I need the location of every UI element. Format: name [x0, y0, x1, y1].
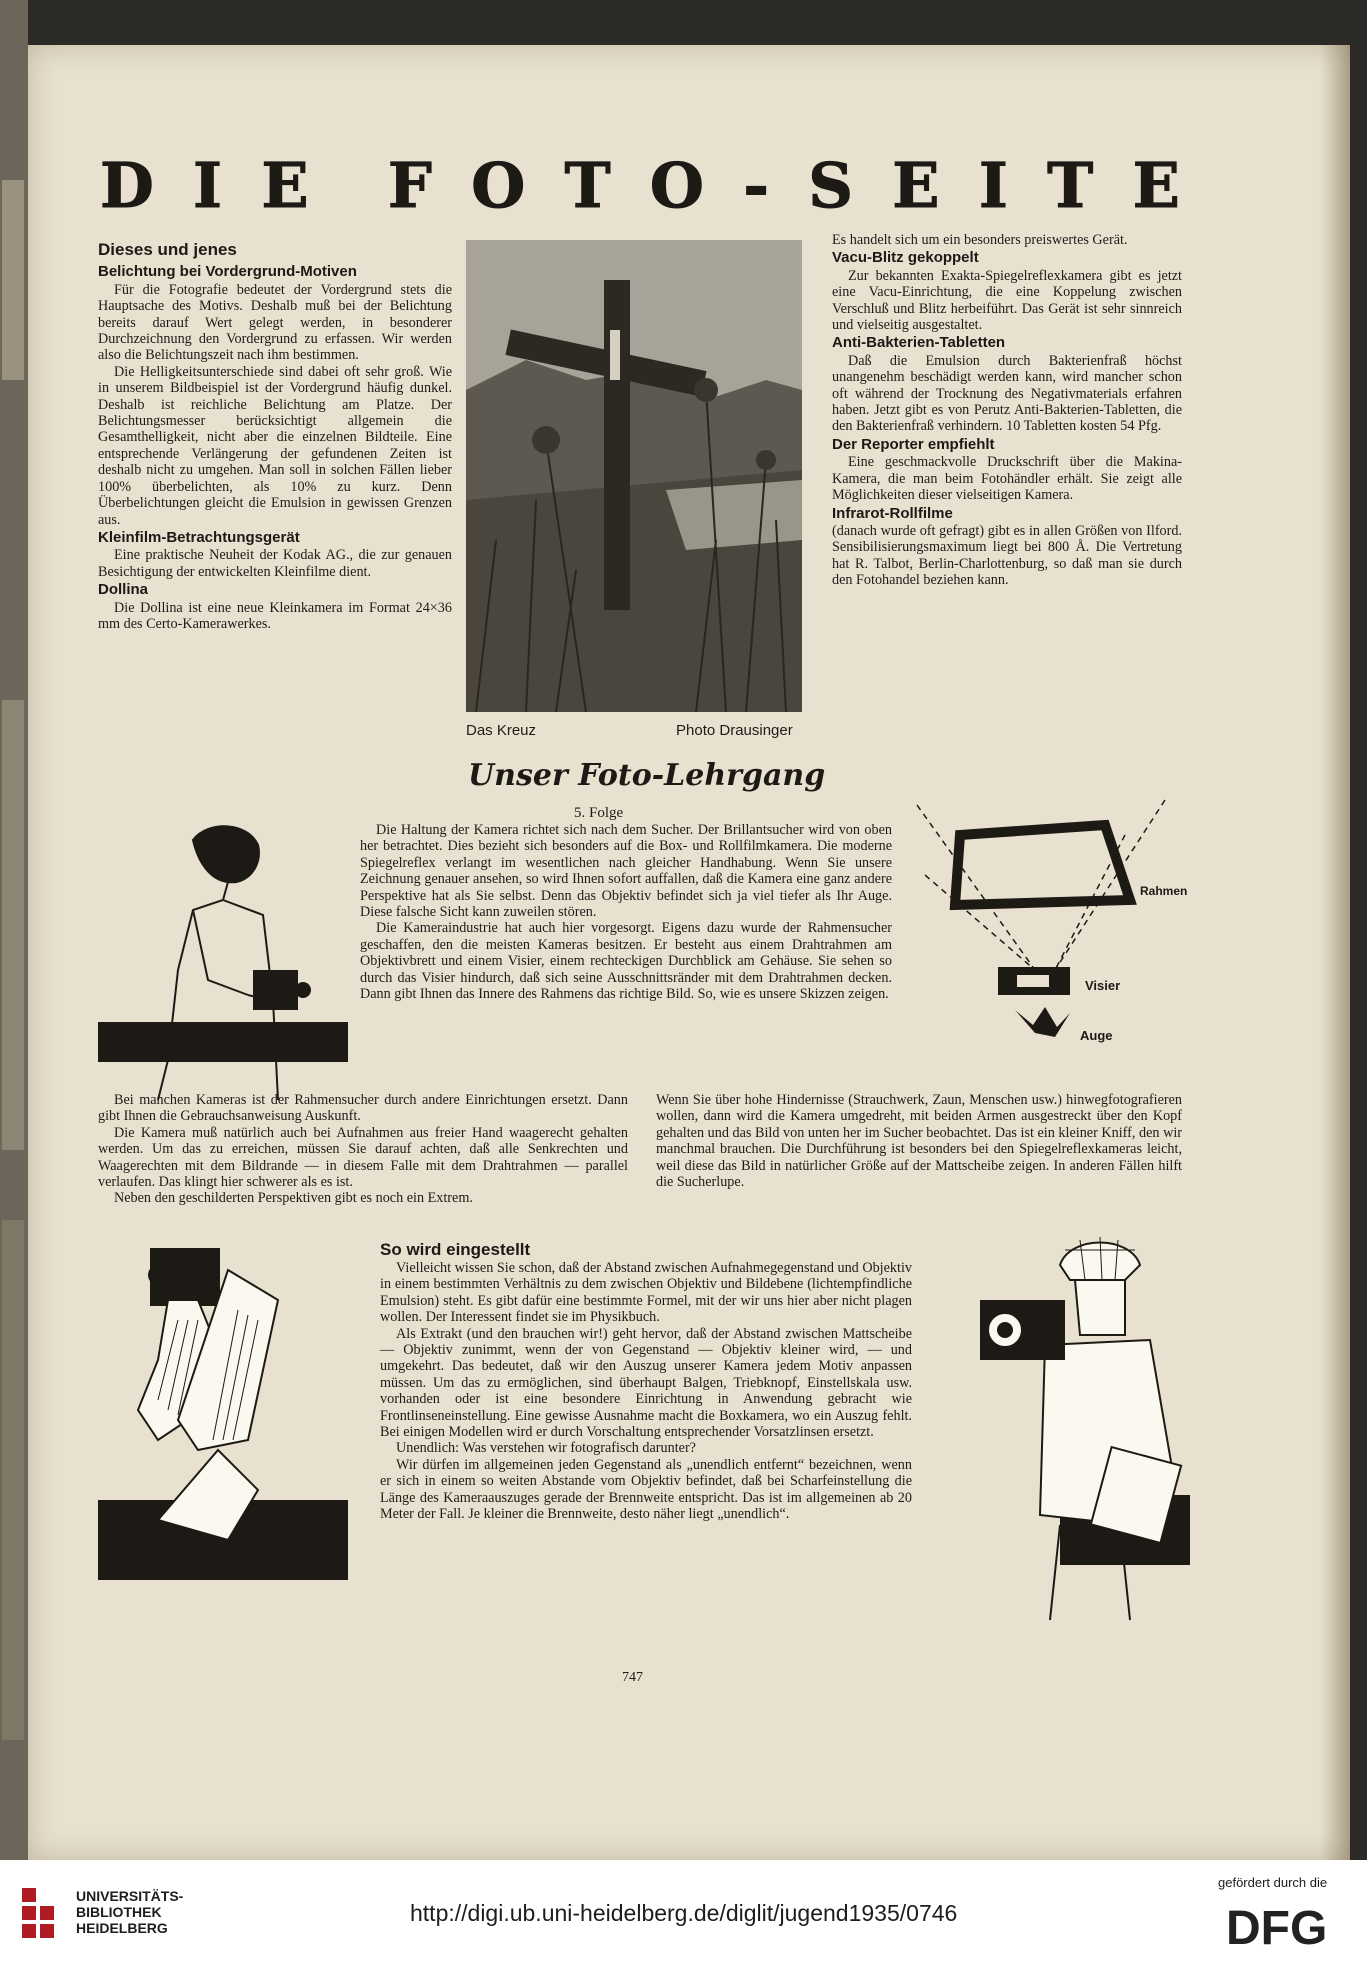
section-title: Belichtung bei Vordergrund-Motiven — [98, 263, 357, 281]
paragraph: Wir dürfen im allgemeinen jeden Gegenstand als „unendlich entfernt“ bezeichnen, wenn er sich in einem so weiten Abstande vom Objektiv befindet, daß bei Scharfeinstellung die Länge des Kameraauszuges gerade der Brennweite entspricht. Das ist im allgemeinen ab 20 Meter der Fall. Je kleiner die Brennweite, desto näher liegt „unendlich“. — [380, 1456, 912, 1523]
lehrgang-subtitle: 5. Folge — [574, 805, 624, 821]
woman-camera-illustration — [98, 800, 358, 1100]
paragraph: Bei manchen Kameras ist der Rahmensucher durch andere Einrichtungen ersetzt. Dann gibt Ihnen die Gebrauchsanweisung Auskunft. — [98, 1092, 628, 1125]
dfg-logo — [1226, 1898, 1346, 1948]
paragraph: Es handelt sich um ein besonders preiswertes Gerät. — [832, 232, 1128, 248]
paragraph: Die Dollina ist eine neue Kleinkamera im Format 24×36 mm des Certo-Kamerawerkes. — [98, 599, 452, 632]
overhead-camera-illustration — [98, 1240, 368, 1600]
title-letter: E — [1132, 148, 1180, 222]
title-letter: S — [808, 148, 854, 222]
library-name-line: UNIVERSITÄTS- — [76, 1888, 184, 1904]
cross-photo-illustration — [466, 240, 802, 712]
title-letter: O — [649, 148, 704, 222]
paragraph: Vielleicht wissen Sie schon, daß der Abstand zwischen Aufnahmegegenstand und Objektiv in einem bestimmten Verhältnis zu dem zwischen Objektiv und Bildebene (lichtempfindliche Emulsion) steht. Es gibt dafür eine bestimmte Formel, mit der wir uns hier aber nicht plagen wollen. Der Interessent findet sie im Physikbuch. — [380, 1260, 912, 1326]
paragraph: Eine praktische Neuheit der Kodak AG., die zur genauen Besichtigung der entwickelten Kleinfilme dient. — [98, 547, 452, 580]
photo-caption: Das Kreuz — [466, 722, 537, 739]
paragraph: Wenn Sie über hohe Hindernisse (Strauchwerk, Zaun, Menschen usw.) hinwegfotografieren wollen, dann wird die Kamera umgedreht, mit beiden Armen ausgestreckt über den Kopf gehalten und das Bild von unten her im Sucher beobachtet. Das ist ein kleiner Kniff, den wir manchmal brauchen. Die Durchführung ist besonders bei den Spiegelreflexkameras leicht, weil diese das Bild in natürlicher Größe auf der Mattscheibe zeigen. In anderen Fällen hilft die Sucherlupe. — [656, 1092, 1182, 1191]
title-letter: D — [100, 148, 154, 222]
paragraph: Die Helligkeitsunterschiede sind dabei oft sehr groß. Wie in unserem Bildbeispiel ist der Vordergrund häufig dunkel. Deshalb ist reichliche Belichtung am Platze. Der Belichtungsmesser berücksichtigt allgemein die Gesamthelligkeit, nicht aber die einzelnen Bildteile. Eine entsprechende Verlängerung der gefundenen Zeiten ist deshalb nicht zu umgehen. Man soll in solchen Fällen lieber 100% überbelichten, als 10% zu kurz. Denn Überbelichtungen gleicht die Emulsion in gewissen Grenzen aus. — [98, 363, 452, 528]
section-title: Kleinfilm-Betrachtungsgerät — [98, 528, 300, 546]
title-letter: I — [978, 148, 1008, 222]
title-letter: T — [564, 148, 611, 222]
section-title: Dollina — [98, 581, 149, 599]
lehrgang-lower-right — [656, 1092, 1182, 1190]
column-heading: Dieses und jenes — [98, 240, 237, 259]
previous-page-edge — [0, 0, 28, 1860]
eingestellt-body — [380, 1260, 912, 1523]
page-number: 747 — [622, 1670, 643, 1685]
cross-photo — [466, 240, 802, 712]
photographer-illustration — [950, 1225, 1190, 1625]
title-letter: E — [892, 148, 940, 222]
paragraph: Die Haltung der Kamera richtet sich nach dem Sucher. Der Brillantsucher wird von oben her betrachtet. Dies bezieht sich besonders auf die Box- und Rollfilmkamera. Die moderne Spiegelreflex verlangt im wesentlichen nach gleicher Handhabung. Wenn Sie unsere Zeichnung genauer ansehen, so wird Ihnen sofort auffallen, daß die Kamera eine ganz andere Perspektive hat als Sie selbst. Denn das Objektiv befindet sich ja viel tiefer als Ihr Auge. Diese falsche Sicht kann zuweilen stören. — [360, 822, 892, 921]
paragraph: Die Kameraindustrie hat auch hier vorgesorgt. Eigens dazu wurde der Rahmensucher geschaffen, den die meisten Kameras besitzen. Er besteht aus einem Drahtrahmen am Objektivbrett und einem Visier, einem rechteckigen Durchblick am Gehäuse. Sie sehen so durch das Visier hindurch, daß sich seine Ausschnittsränder mit dem Drahtrahmen decken. Dann gibt Ihnen das Innere des Rahmens das richtige Bild. So, wie es unsere Skizzen zeigen. — [360, 920, 892, 1003]
title-letter: E — [261, 148, 309, 222]
library-name-line: HEIDELBERG — [76, 1920, 168, 1936]
title-letter: T — [1047, 148, 1094, 222]
section-heading: So wird eingestellt — [380, 1240, 531, 1259]
title-letter: O — [471, 148, 526, 222]
photo-credit: Photo Drausinger — [676, 722, 793, 739]
university-library-logo-icon — [22, 1888, 64, 1938]
title-letter: - — [743, 148, 769, 222]
diagram-label-rahmen: Rahmen — [1140, 884, 1188, 898]
title-letter: F — [387, 148, 432, 222]
library-name — [76, 1888, 183, 1936]
viewfinder-diagram — [905, 795, 1195, 1055]
funding-label: gefördert durch die — [1218, 1875, 1328, 1890]
lehrgang-lower-left — [98, 1092, 628, 1207]
title-letter: I — [193, 148, 223, 222]
paragraph: Daß die Emulsion durch Bakterienfraß höchst unangenehm beschädigt werden kann, wird mancher schon oft während der Trocknung des Negativmaterials erfahren haben. Jetzt gibt es von Perutz Anti-Bakterien-Tabletten, die den Bakterienfraß verhindern. 10 Tabletten kosten 54 Pfg. — [832, 352, 1182, 435]
library-name-line: BIBLIOTHEK — [76, 1904, 162, 1920]
diagram-label-auge: Auge — [1080, 1028, 1113, 1043]
paragraph: Unendlich: Was verstehen wir fotografisch darunter? — [396, 1440, 696, 1457]
paragraph: Neben den geschilderten Perspektiven gibt es noch ein Extrem. — [114, 1190, 473, 1207]
diagram-label-visier: Visier — [1085, 978, 1121, 993]
paragraph: Für die Fotografie bedeutet der Vordergrund stets die Hauptsache des Motivs. Deshalb muß bei der Belichtung bereits darauf Wert gelegt werden, in besonderer Durchzeichnung den Vordergrund zu erfassen. Wir werden also die Belichtungszeit nach ihm bestimmen. — [98, 281, 452, 364]
lehrgang-title: Unser Foto-Lehrgang — [468, 758, 826, 793]
right-news-column — [832, 232, 1182, 589]
dfg-logo-text: DFG — [1226, 1902, 1328, 1948]
source-url[interactable]: http://digi.ub.uni-heidelberg.de/diglit/jugend1935/0746 — [410, 1900, 958, 1926]
section-title: Anti-Bakterien-Tabletten — [832, 334, 1006, 352]
section-title: Vacu-Blitz gekoppelt — [832, 249, 979, 267]
paragraph: Zur bekannten Exakta-Spiegelreflexkamera gibt es jetzt eine Vacu-Einrichtung, die eine Koppelung zwischen Verschluß und Blitz herbeiführt. Das Gerät ist sehr sinnreich und vielseitig ausgestaltet. — [832, 267, 1182, 334]
left-news-column — [98, 242, 452, 632]
paragraph: Als Extrakt (und den brauchen wir!) geht hervor, daß der Abstand zwischen Mattscheibe — Objektiv zunimmt, wenn der von Gegenstand — Objektiv kleiner wird, — und umgekehrt. Das bedeutet, daß wir den Auszug unserer Kamera jedem Motiv anpassen müssen. Um das zu ermöglichen, sind überhaupt Balgen, Triebknopf, Einstellskala usw. vorhanden oder ist eine besondere Einrichtung in Anwendung gebracht wie Frontlinseneinstellung. Eine gewisse Ausnahme macht die Boxkamera, wo ein Auszug fehlt. Bei einigen Modellen wird er durch Vorschaltung entsprechender Vorsatzlinsen ersetzt. — [380, 1325, 912, 1441]
lehrgang-body — [360, 822, 892, 1002]
section-title: Der Reporter empfiehlt — [832, 435, 995, 453]
page-gutter-shadow — [1320, 45, 1350, 1860]
paragraph: Die Kamera muß natürlich auch bei Aufnahmen aus freier Hand waagerecht gehalten werden. Um das zu erreichen, müssen Sie darauf achten, daß alle Senkrechten und Waagerechten mit dem Bildrande — in diesem Falle mit dem Drahtrahmen — parallel verlaufen. Das klingt hier schwerer als es ist. — [98, 1124, 628, 1191]
section-title: Infrarot-Rollfilme — [832, 504, 953, 522]
paragraph: Eine geschmackvolle Druckschrift über die Makina-Kamera, die man beim Fotohändler erhält. Sie zeigt alle Möglichkeiten dieser vielseitigen Kamera. — [832, 454, 1182, 504]
paragraph: (danach wurde oft gefragt) gibt es in allen Größen von Ilford. Sensibilisierungsmaximum liegt bei 800 Å. Die Vertretung hat R. Talbot, Berlin-Charlottenburg, so daß man sie durch den Fotohandel beziehen kann. — [832, 522, 1182, 589]
page-title — [100, 150, 1180, 220]
